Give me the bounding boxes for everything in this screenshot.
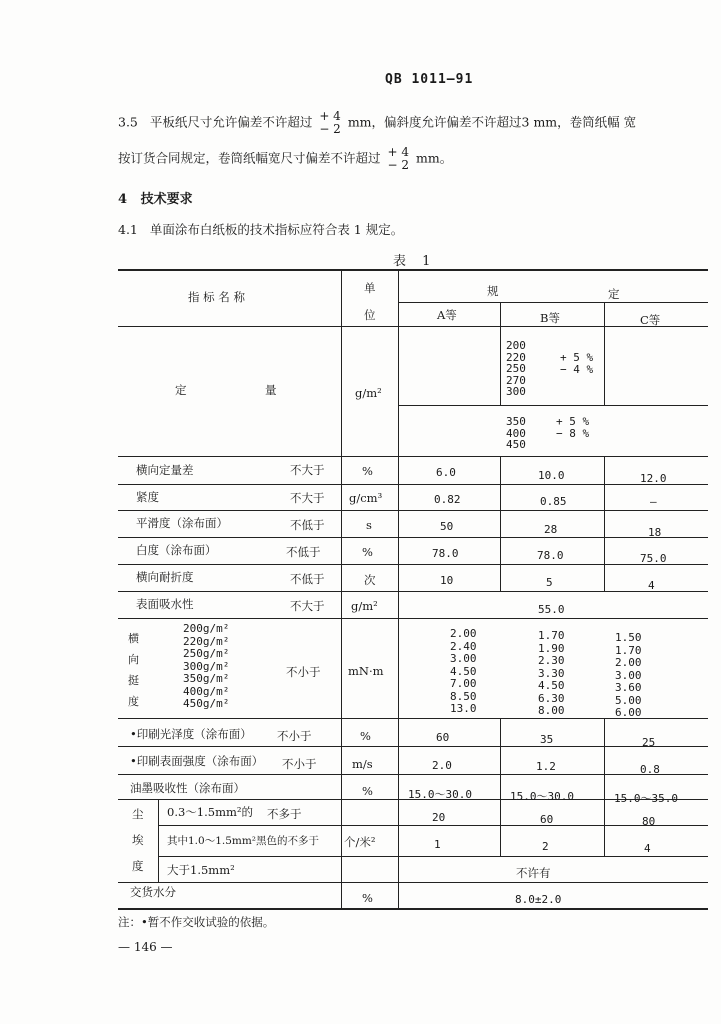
header-unit-bottom: 位 bbox=[364, 308, 376, 322]
standard-number-header: QB 1011—91 bbox=[385, 72, 474, 87]
grammage-group-1: 200 220 250 270 300 bbox=[506, 339, 526, 398]
header-grade-c: C等 bbox=[640, 313, 661, 327]
clause-text: mm，偏斜度允许偏差不许超过3 mm，卷筒纸幅 宽 bbox=[347, 114, 637, 130]
stiffness-label: 横 向 挺 度 bbox=[128, 632, 139, 708]
header-grade-b: B等 bbox=[540, 311, 560, 325]
stiffness-unit: mN·m bbox=[348, 664, 384, 678]
stiffness-grade-a: 2.00 2.40 3.00 4.50 7.00 8.50 13.0 bbox=[450, 627, 477, 715]
header-unit-top: 单 bbox=[364, 281, 376, 295]
stiffness-condition: 不小于 bbox=[286, 665, 321, 679]
grammage-unit: g/m² bbox=[355, 386, 382, 400]
clause-text: 按订货合同规定，卷筒纸幅宽尺寸偏差不许超过 bbox=[118, 150, 381, 166]
grammage-label-b: 量 bbox=[265, 383, 277, 397]
clause-3-5-line-2 bbox=[118, 146, 452, 172]
stiffness-grade-c: 1.50 1.70 2.00 3.00 3.60 5.00 6.00 bbox=[615, 631, 642, 719]
table-caption: 表 1 bbox=[393, 254, 437, 269]
table-note: 注：•暂不作交收试验的依据。 bbox=[118, 915, 275, 929]
stiffness-grammage-list: 200g/m² 220g/m² 250g/m² 300g/m² 350g/m² 400g/m² 450g/m² bbox=[183, 622, 230, 710]
page-number: — 146 — bbox=[118, 940, 173, 954]
tolerance-fraction: + 4 − 2 bbox=[319, 109, 341, 136]
grammage-group-1-tolerance: + 5 % − 4 % bbox=[560, 351, 594, 376]
tolerance-fraction: + 4 − 2 bbox=[387, 145, 410, 172]
clause-text: mm。 bbox=[416, 150, 453, 166]
stiffness-grade-b: 1.70 1.90 2.30 3.30 4.50 6.30 8.00 bbox=[538, 629, 565, 717]
grammage-group-2-tolerance: + 5 % − 8 % bbox=[556, 415, 590, 440]
grammage-group-2: 350 400 450 bbox=[506, 415, 526, 451]
grammage-label-a: 定 bbox=[175, 383, 187, 397]
section-heading: 4 技术要求 bbox=[118, 192, 193, 207]
clause-4-1: 4.1 单面涂布白纸板的技术指标应符合表 1 规定。 bbox=[118, 222, 404, 237]
clause-number: 3.5 bbox=[118, 114, 138, 130]
header-spec-left: 规 bbox=[487, 284, 499, 298]
clause-3-5-line-1 bbox=[118, 110, 636, 136]
header-grade-a: A等 bbox=[437, 308, 457, 322]
header-indicator-name: 指 标 名 称 bbox=[188, 290, 245, 304]
dirt-label: 尘 埃 度 bbox=[132, 807, 144, 873]
dirt-unit: 个/米² bbox=[344, 835, 376, 849]
header-spec-right: 定 bbox=[608, 287, 620, 301]
clause-text: 平板纸尺寸允许偏差不许超过 bbox=[149, 114, 313, 130]
